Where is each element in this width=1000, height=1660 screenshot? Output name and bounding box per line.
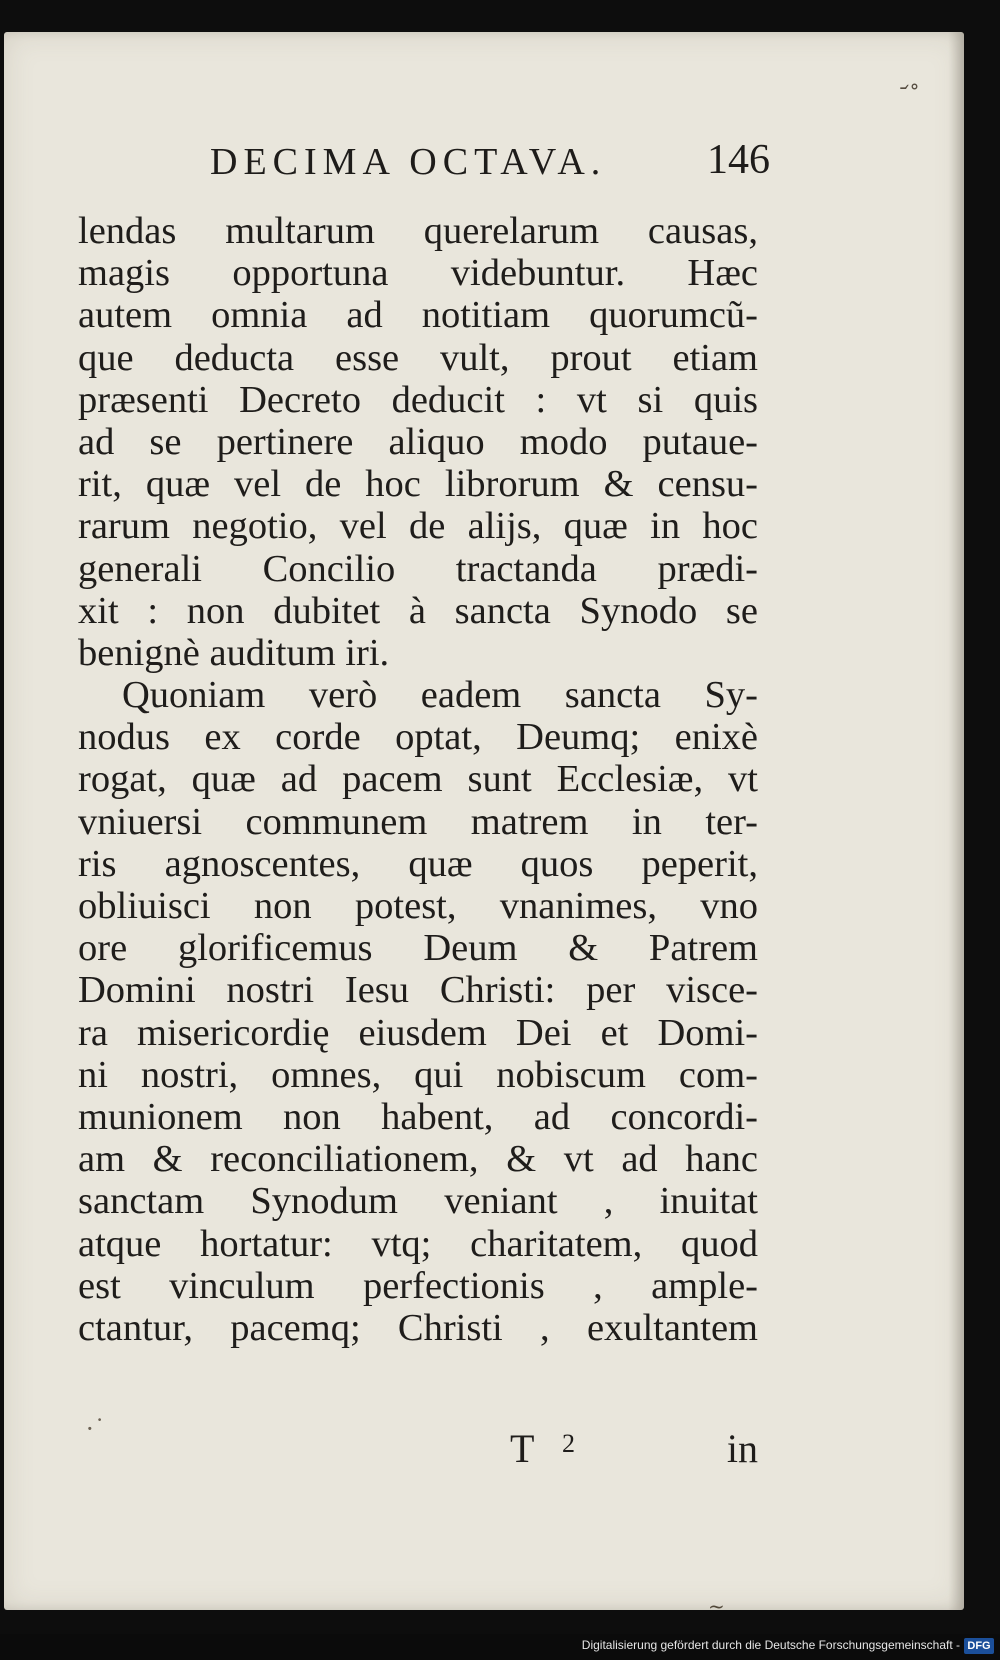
book-page bbox=[4, 32, 964, 1618]
text-line: ctantur, pacemq; Christi , exultantem bbox=[78, 1306, 758, 1349]
text-line: generali Concilio tractanda prædi- bbox=[78, 547, 758, 590]
text-line: benignè auditum iri. bbox=[78, 631, 390, 674]
text-line: magis opportuna videbuntur. Hæc bbox=[78, 252, 758, 295]
text-line: obliuisci non potest, vnanimes, vno bbox=[78, 885, 758, 927]
text-line: lendas multarum querelarum causas, bbox=[78, 210, 758, 252]
text-line: ra misericordię eiusdem Dei et Domi- bbox=[78, 1011, 758, 1054]
digitization-credit: Digitalisierung gefördert durch die Deutsche Forschungsgemeinschaft - bbox=[581, 1638, 960, 1652]
signature-line bbox=[78, 1425, 758, 1475]
running-head bbox=[210, 130, 770, 190]
catchword: in bbox=[726, 1426, 758, 1471]
text-line: que deducta esse vult, prout etiam bbox=[78, 336, 758, 379]
text-line: Quoniam verò eadem sancta Sy- bbox=[122, 674, 758, 717]
text-line: am & reconciliationem, & vt ad hanc bbox=[78, 1138, 758, 1181]
text-line: rogat, quæ ad pacem sunt Ecclesiæ, vt bbox=[78, 758, 758, 801]
body-text bbox=[78, 210, 758, 1349]
text-line: Domini nostri Iesu Christi: per visce- bbox=[78, 969, 758, 1012]
text-line: rit, quæ vel de hoc librorum & censu- bbox=[78, 463, 758, 506]
text-line: ni nostri, omnes, qui nobiscum com- bbox=[78, 1053, 758, 1096]
running-head-title: DECIMA OCTAVA. bbox=[210, 141, 607, 183]
text-line: est vinculum perfectionis , ample- bbox=[78, 1264, 758, 1307]
text-line: rarum negotio, vel de alijs, quæ in hoc bbox=[78, 505, 758, 548]
ink-speck: ·˙ bbox=[86, 1415, 106, 1443]
text-line: ad se pertinere aliquo modo putaue- bbox=[78, 420, 758, 463]
text-line: ore glorificemus Deum & Patrem bbox=[78, 927, 758, 970]
paper-blemish: ~ bbox=[708, 1594, 725, 1618]
text-line: vniuersi communem matrem in ter- bbox=[78, 800, 758, 843]
text-line: xit : non dubitet à sancta Synodo se bbox=[78, 589, 758, 632]
margin-mark: ᷄˚ bbox=[909, 84, 920, 109]
text-line: nodus ex corde optat, Deumq; enixè bbox=[78, 716, 758, 759]
signature-number: 2 bbox=[562, 1429, 575, 1458]
text-line: munionem non habent, ad concordi- bbox=[78, 1095, 758, 1138]
text-line: atque hortatur: vtq; charitatem, quod bbox=[78, 1222, 758, 1265]
digitization-credit-bar bbox=[0, 1634, 1000, 1660]
text-line: ris agnoscentes, quæ quos peperit, bbox=[78, 842, 758, 885]
text-line: autem omnia ad notitiam quorumcũ- bbox=[78, 294, 758, 337]
page-number: 146 bbox=[707, 137, 770, 183]
signature-mark: T bbox=[510, 1426, 535, 1471]
dfg-logo: DFG bbox=[964, 1638, 994, 1654]
text-line: præsenti Decreto deducit : vt si quis bbox=[78, 378, 758, 421]
text-line: sanctam Synodum veniant , inuitat bbox=[78, 1180, 758, 1223]
